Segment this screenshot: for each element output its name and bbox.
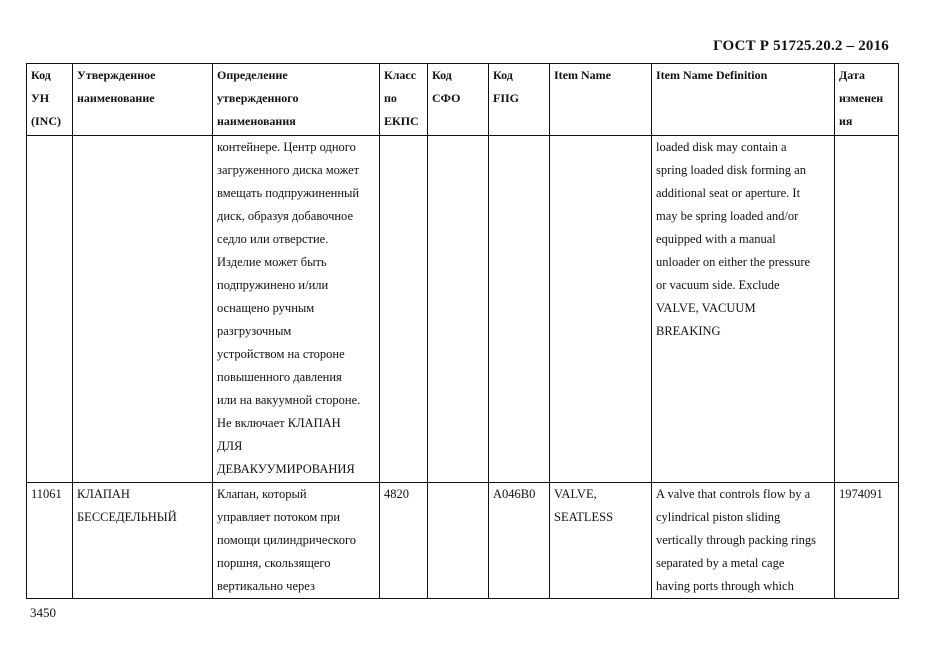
cell-text-line: equipped with a manual xyxy=(656,232,776,246)
cell-text-line: утвержденного xyxy=(217,91,299,105)
cell-text-line: A046B0 xyxy=(493,487,536,501)
cell-text-line: или на вакуумной стороне. xyxy=(217,393,361,407)
header-name-definition-ru xyxy=(213,64,380,136)
cell-text-line: or vacuum side. Exclude xyxy=(656,278,780,292)
cell-text-line: разгрузочным xyxy=(217,324,292,338)
cell-text-line: управляет потоком при xyxy=(217,510,341,524)
cell-text-line: Код xyxy=(432,68,452,82)
cell-item-name xyxy=(550,483,652,599)
cell-text-line: устройством на стороне xyxy=(217,347,345,361)
cell-item-name xyxy=(550,136,652,483)
page-number: 3450 xyxy=(30,605,56,620)
cell-text-line: Код xyxy=(31,68,51,82)
cell-text-line: Класс xyxy=(384,68,417,82)
cell-fiig-code xyxy=(489,483,550,599)
table-row xyxy=(27,136,899,483)
cell-text-line: ДЛЯ xyxy=(217,439,243,453)
cell-text-line: SEATLESS xyxy=(554,510,614,524)
cell-sfo-code xyxy=(428,136,489,483)
cell-text-line: повышенного давления xyxy=(217,370,342,384)
cell-text-line: ДЕВАКУУМИРОВАНИЯ xyxy=(217,462,355,476)
header-inc xyxy=(27,64,73,136)
cell-text-line: separated by a metal cage xyxy=(656,556,785,570)
cell-text-line: оснащено ручным xyxy=(217,301,315,315)
cell-sfo-code xyxy=(428,483,489,599)
cell-text-line: 4820 xyxy=(384,487,409,501)
cell-text-line: (INC) xyxy=(31,114,61,128)
cell-text-line: СФО xyxy=(432,91,461,105)
table-header-row xyxy=(27,64,899,136)
cell-text-line: 1974091 xyxy=(839,487,883,501)
header-item-name xyxy=(550,64,652,136)
cell-definition-en xyxy=(652,483,835,599)
cell-inc xyxy=(27,136,73,483)
cell-fiig-code xyxy=(489,136,550,483)
cell-text-line: УН xyxy=(31,91,50,105)
cell-text-line: наименование xyxy=(77,91,155,105)
cell-text-line: Определение xyxy=(217,68,288,82)
cell-text-line: КЛАПАН xyxy=(77,487,130,501)
cell-text-line: седло или отверстие. xyxy=(217,232,329,246)
cell-text-line: контейнере. Центр одного xyxy=(217,140,356,154)
cell-ekps-class xyxy=(380,136,428,483)
cell-text-line: помощи цилиндрического xyxy=(217,533,357,547)
cell-text-line: may be spring loaded and/or xyxy=(656,209,799,223)
cell-text-line: Дата xyxy=(839,68,865,82)
cell-text-line: 11061 xyxy=(31,487,62,501)
cell-text-line: FIIG xyxy=(493,91,520,105)
cell-definition-en xyxy=(652,136,835,483)
cell-text-line: БЕССЕДЕЛЬНЫЙ xyxy=(77,510,177,524)
cell-text-line: Не включает КЛАПАН xyxy=(217,416,341,430)
cell-text-line: ия xyxy=(839,114,853,128)
cell-text-line: по xyxy=(384,91,397,105)
cell-text-line: A valve that controls flow by a xyxy=(656,487,811,501)
cell-text-line: Клапан, который xyxy=(217,487,307,501)
cell-text-line: unloader on either the pressure xyxy=(656,255,811,269)
cell-change-date xyxy=(835,136,899,483)
cell-text-line: BREAKING xyxy=(656,324,721,338)
cell-change-date xyxy=(835,483,899,599)
cell-text-line: Item Name xyxy=(554,68,611,82)
cell-text-line: Утвержденное xyxy=(77,68,156,82)
cell-text-line: наименования xyxy=(217,114,296,128)
cell-approved-name xyxy=(73,136,213,483)
cell-text-line: поршня, скользящего xyxy=(217,556,331,570)
cell-text-line: vertically through packing rings xyxy=(656,533,817,547)
inc-data-table xyxy=(26,63,899,599)
cell-text-line: вмещать подпружиненный xyxy=(217,186,360,200)
cell-text-line: VALVE, VACUUM xyxy=(656,301,756,315)
header-approved-name xyxy=(73,64,213,136)
cell-text-line: having ports through which xyxy=(656,579,794,593)
cell-text-line: additional seat or aperture. It xyxy=(656,186,801,200)
cell-text-line: Item Name Definition xyxy=(656,68,768,82)
header-fiig-code xyxy=(489,64,550,136)
cell-text-line: изменен xyxy=(839,91,884,105)
cell-approved-name xyxy=(73,483,213,599)
cell-text-line: вертикально через xyxy=(217,579,315,593)
header-change-date xyxy=(835,64,899,136)
table-row xyxy=(27,483,899,599)
header-ekps-class xyxy=(380,64,428,136)
cell-text-line: загруженного диска может xyxy=(217,163,360,177)
cell-ekps-class xyxy=(380,483,428,599)
header-item-name-definition xyxy=(652,64,835,136)
cell-text-line: подпружинено и/или xyxy=(217,278,329,292)
cell-definition-ru xyxy=(213,136,380,483)
cell-text-line: cylindrical piston sliding xyxy=(656,510,781,524)
cell-text-line: ЕКПС xyxy=(384,114,419,128)
cell-definition-ru xyxy=(213,483,380,599)
cell-text-line: Изделие может быть xyxy=(217,255,327,269)
standard-designation: ГОСТ Р 51725.20.2 – 2016 xyxy=(713,38,889,54)
cell-inc xyxy=(27,483,73,599)
cell-text-line: Код xyxy=(493,68,513,82)
cell-text-line: VALVE, xyxy=(554,487,597,501)
header-sfo-code xyxy=(428,64,489,136)
cell-text-line: loaded disk may contain a xyxy=(656,140,787,154)
cell-text-line: диск, образуя добавочное xyxy=(217,209,354,223)
cell-text-line: spring loaded disk forming an xyxy=(656,163,806,177)
